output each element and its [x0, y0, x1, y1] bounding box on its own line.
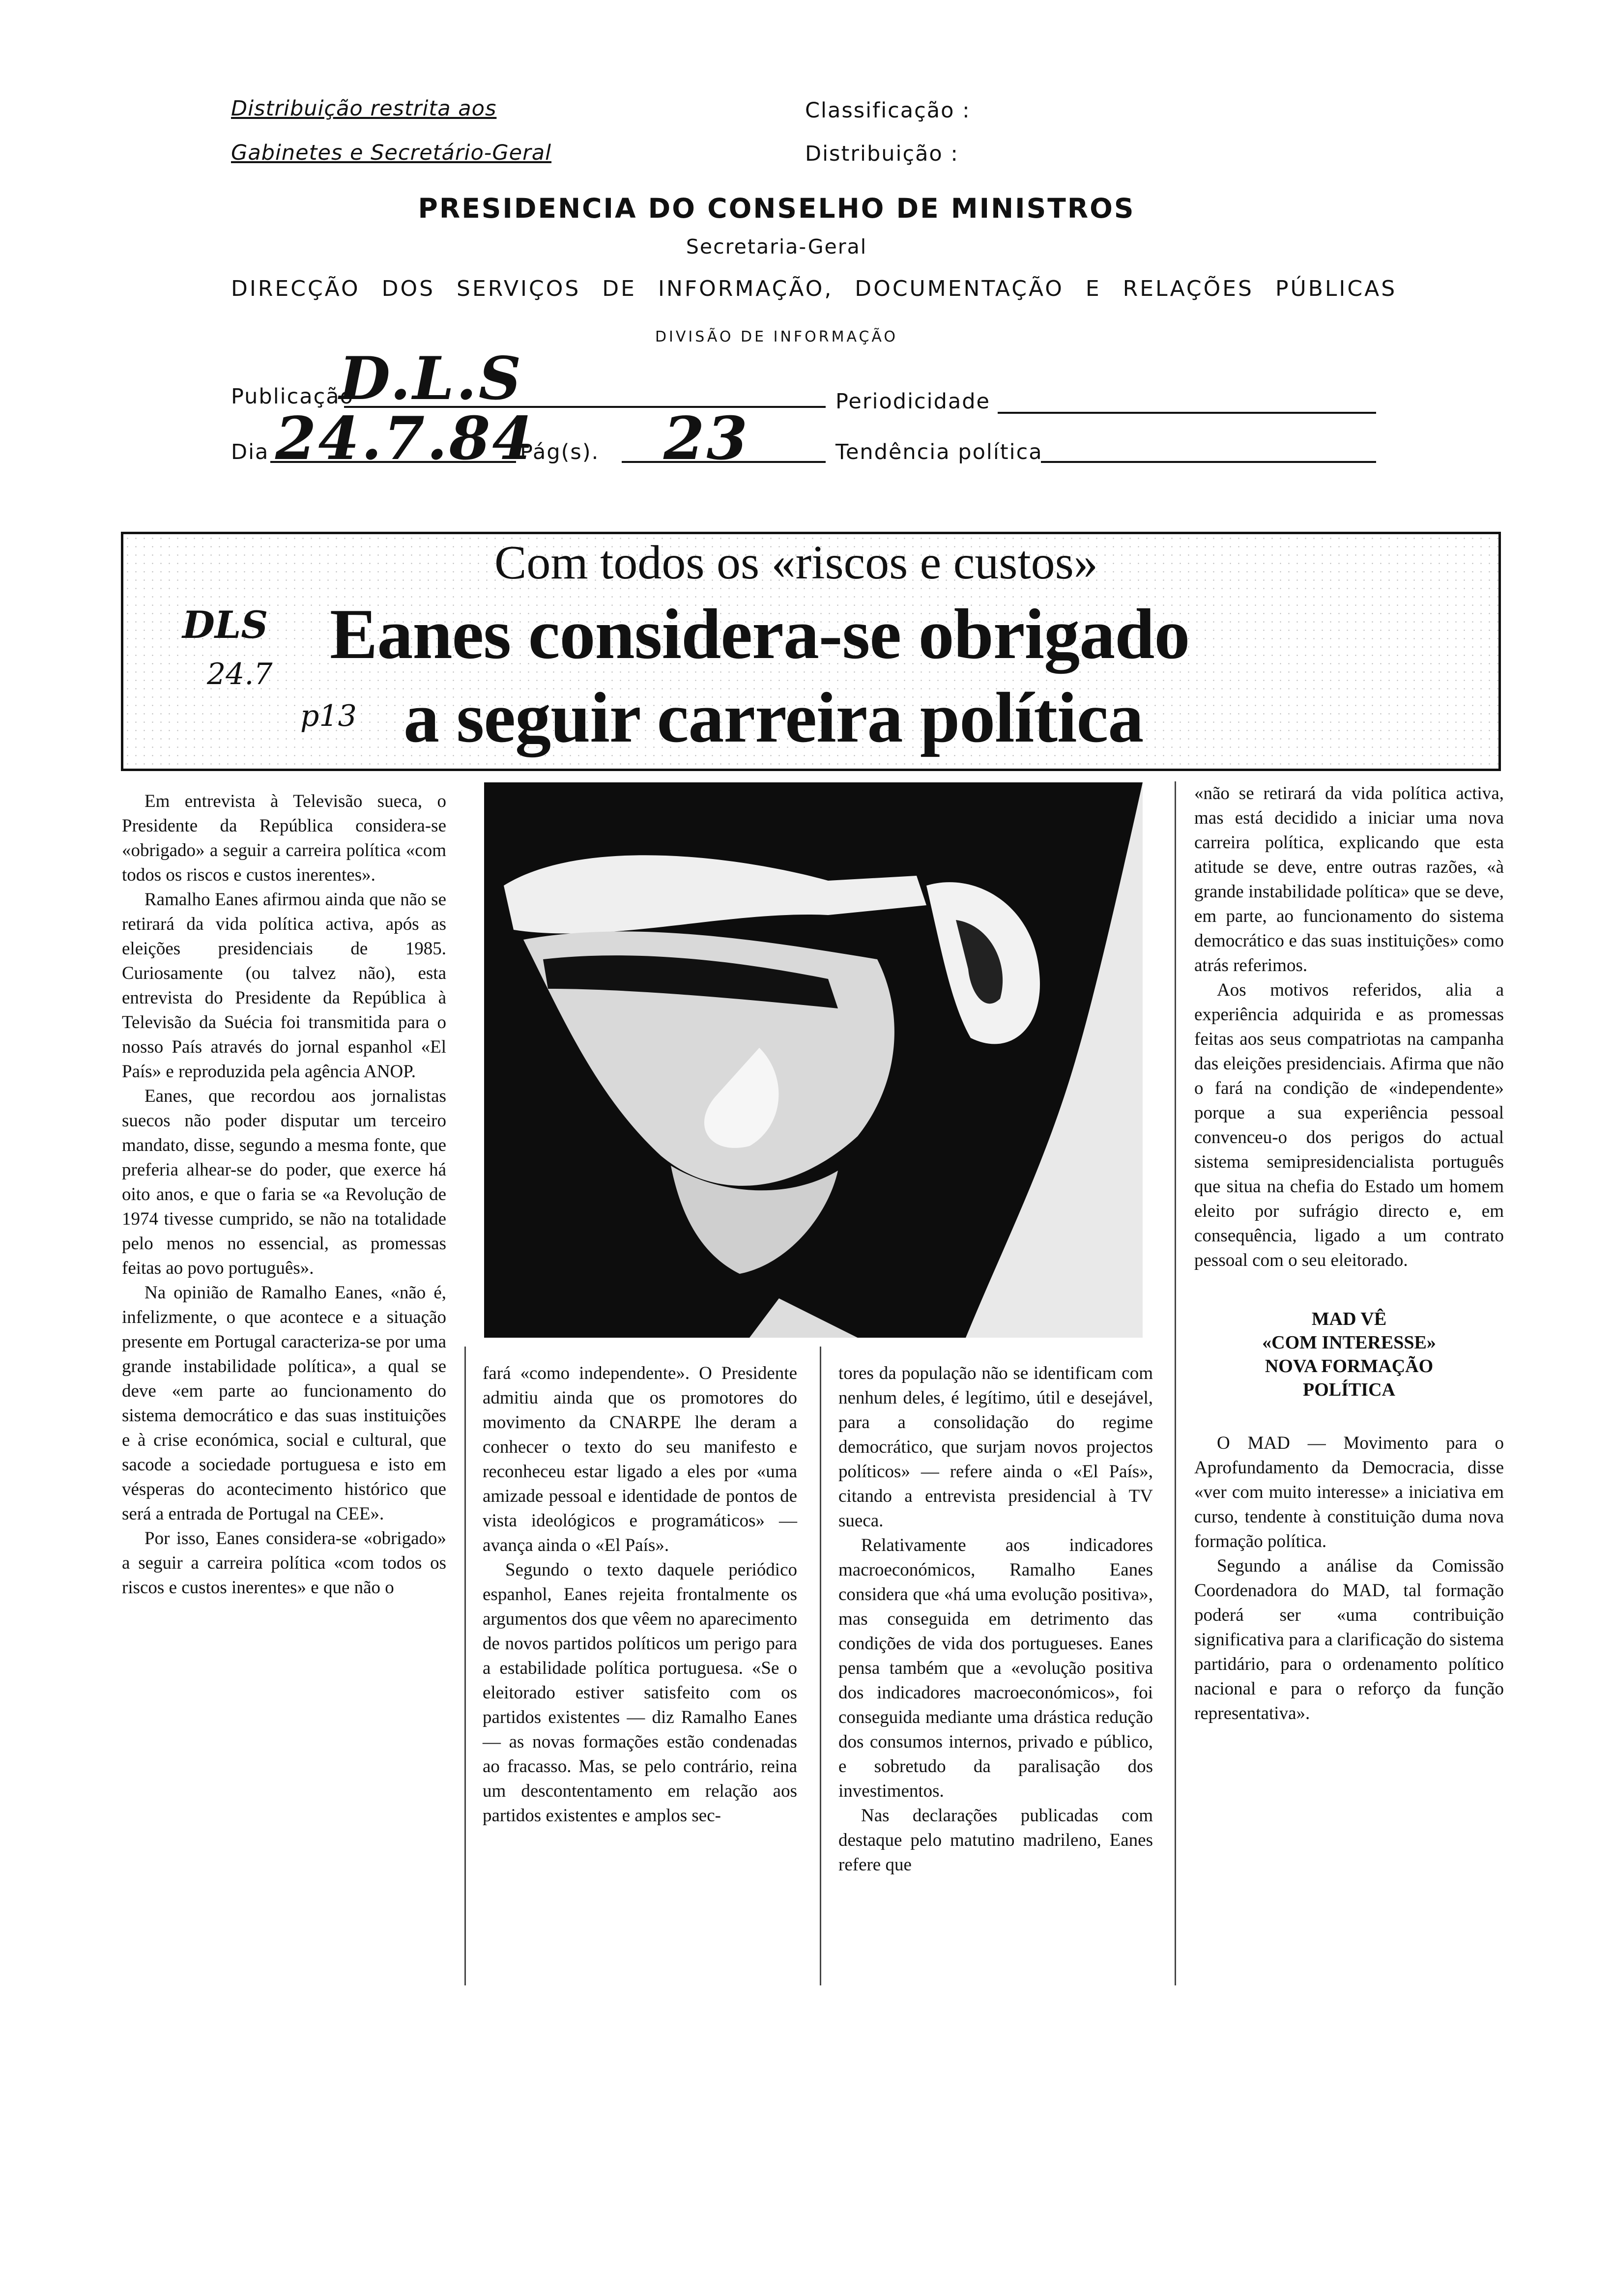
direccao-line: DIRECÇÃO DOS SERVIÇOS DE INFORMAÇÃO, DOCUMENTAÇÃO E RELAÇÕES PÚBLICAS [231, 276, 1397, 301]
periodicidade-line [998, 412, 1376, 414]
headline-line-2: a seguir carreira política [403, 678, 1144, 757]
restricted-line-1: Distribuição restrita aos [231, 96, 497, 121]
portrait-illustration [484, 782, 1143, 1338]
publicacao-label: Publicação [231, 384, 354, 409]
tendencia-label: Tendência política [835, 440, 1043, 464]
mad-subhead-line-2: «COM INTERESSE» [1262, 1332, 1436, 1353]
col2-para-2: Segundo o texto daquele periódico espanhol, Eanes rejeita frontalmente os argumentos dos que vêem no aparecimento de novos partidos políticos um perigo para a estabilidade política portuguesa. «Se o eleitorado estiver satisfeito com os partidos existentes — diz Ramalho Eanes — as novas formações estão condenadas ao fracasso. Mas, se pelo contrário, reina um descontentamento em relação aos partidos existentes e amplos sec- [483, 1560, 797, 1826]
publicacao-handwritten: D.L.S [339, 344, 523, 413]
mad-subhead-line-3: NOVA FORMAÇÃO [1265, 1356, 1434, 1377]
kicker: Com todos os «riscos e custos» [494, 536, 1098, 589]
tendencia-line [1041, 461, 1376, 463]
column-1 [122, 789, 446, 1600]
col3-para-2: Relativamente aos indicadores macroeconómicos, Ramalho Eanes considera que «há uma evolução positiva», mas conseguida em detrimento das condições de vida dos portugueses. Eanes pensa também que a «evolução positiva dos indicadores macroeconómicos», foi conseguida mediante uma drástica redução dos consumos internos, privado e público, e sobretudo da paralisação dos investimentos. [838, 1535, 1153, 1801]
dia-label: Dia [231, 440, 269, 464]
col4b-para-1: O MAD — Movimento para o Aprofundamento da Democracia, disse «ver com muito interesse» a iniciativa em curso, tendente à constituição duma nova formação política. [1194, 1433, 1504, 1551]
col1-para-3: Eanes, que recordou aos jornalistas suecos não poder disputar um terceiro mandato, disse, segundo a mesma fonte, que preferia alhear-se do poder, que exerce há oito anos, e que o faria se «a Revolução de 1974 tivesse cumprido, se não na totalidade pelo menos no essencial, as promessas feitas ao povo português». [122, 1086, 446, 1278]
portrait-photo [484, 782, 1143, 1338]
handwritten-note-2: 24.7 [207, 657, 273, 691]
distribuicao-label: Distribuição : [805, 142, 959, 166]
divisao-line: DIVISÃO DE INFORMAÇÃO [655, 328, 898, 345]
handwritten-note-3: p13 [300, 699, 357, 733]
classificacao-label: Classificação : [805, 98, 971, 123]
col1-para-2: Ramalho Eanes afirmou ainda que não se retirará da vida política activa, após as eleições presidenciais de 1985. Curiosamente (ou talvez não), esta entrevista do Presidente da República à Televisão da Suécia foi transmitida para o nosso País através do jornal espanhol «El País» e reproduzida pela agência ANOP. [122, 890, 446, 1082]
column-3 [838, 1361, 1153, 1877]
col1-para-4: Na opinião de Ramalho Eanes, «não é, infelizmente, o que acontece e a situação presente em Portugal caracteriza-se por uma grande instabilidade política», a qual se deve «em parte ao funcionamento do sistema democrático e das suas instituições e à crise económica, social e cultural, que sacode a sociedade portuguesa e isto em vésperas do acontecimento histórico que será a entrada de Portugal na CEE». [122, 1283, 446, 1524]
column-rule-1 [464, 1347, 466, 1985]
column-2 [483, 1361, 797, 1828]
mad-subhead-line-1: MAD VÊ [1311, 1309, 1387, 1329]
col3-para-1: tores da população não se identificam com nenhum deles, é legítimo, útil e desejável, para a consolidação do regime democrático, que surjam novos projectos políticos» — refere ainda o «El País», citando a entrevista presidencial à TV sueca. [838, 1363, 1153, 1531]
headline-box [121, 532, 1501, 771]
column-rule-3 [1175, 781, 1176, 1985]
col4b-para-2: Segundo a análise da Comissão Coordenadora do MAD, tal formação poderá ser «uma contribuição significativa para a clarificação do sistema partidário, para o ordenamento político nacional e para o reforço da função representativa». [1194, 1556, 1504, 1723]
pags-label: Pág(s). [520, 440, 600, 464]
dia-handwritten: 24.7.84 [275, 404, 536, 473]
column-rule-2 [820, 1347, 821, 1985]
org-subtitle: Secretaria-Geral [686, 235, 867, 258]
pags-handwritten: 23 [663, 404, 749, 473]
periodicidade-label: Periodicidade [835, 389, 991, 414]
col4-para-1: «não se retirará da vida política activa, mas está decidido a iniciar uma nova carreira política, explicando que esta atitude se deve, entre outras razões, «à grande instabilidade política» que se deve, em parte, ao funcionamento do sistema democrático e das suas instituições» como atrás referimos. [1194, 783, 1504, 976]
col4-para-2: Aos motivos referidos, alia a experiência adquirida e as promessas feitas aos seus compatriotas na campanha das eleições presidenciais. Afirma que não o fará na condição de «independente» porque a sua experiência pessoal convenceu-o dos perigos do actual sistema semipresidencialista português que situa na chefia do Estado um homem eleito por sufrágio directo e, em consequência, ligado a um contrato pessoal com o seu eleitorado. [1194, 980, 1504, 1270]
headline-line-1: Eanes considera-se obrigado [330, 594, 1190, 674]
column-4 [1194, 781, 1504, 1726]
col1-para-1: Em entrevista à Televisão sueca, o Presidente da República considera-se «obrigado» a seguir a carreira política «com todos os riscos e custos inerentes». [122, 791, 446, 885]
col1-para-5: Por isso, Eanes considera-se «obrigado» a seguir a carreira política «com todos os riscos e custos inerentes» e que não o [122, 1528, 446, 1598]
handwritten-note-1: DLS [182, 603, 268, 647]
mad-subhead [1194, 1307, 1504, 1402]
mad-subhead-line-4: POLÍTICA [1303, 1379, 1395, 1400]
col3-para-3: Nas declarações publicadas com destaque pelo matutino madrileno, Eanes refere que [838, 1806, 1153, 1875]
restricted-line-2: Gabinetes e Secretário-Geral [231, 141, 552, 165]
col2-para-1: fará «como independente». O Presidente admitiu ainda que os promotores do movimento da CNARPE lhe deram a conhecer o texto do seu manifesto e reconheceu estar ligado a eles por «uma amizade pessoal e identidade de pontos de vista ideológicos e programáticos» — avança ainda o «El País». [483, 1363, 797, 1555]
org-title: PRESIDENCIA DO CONSELHO DE MINISTROS [418, 193, 1135, 224]
